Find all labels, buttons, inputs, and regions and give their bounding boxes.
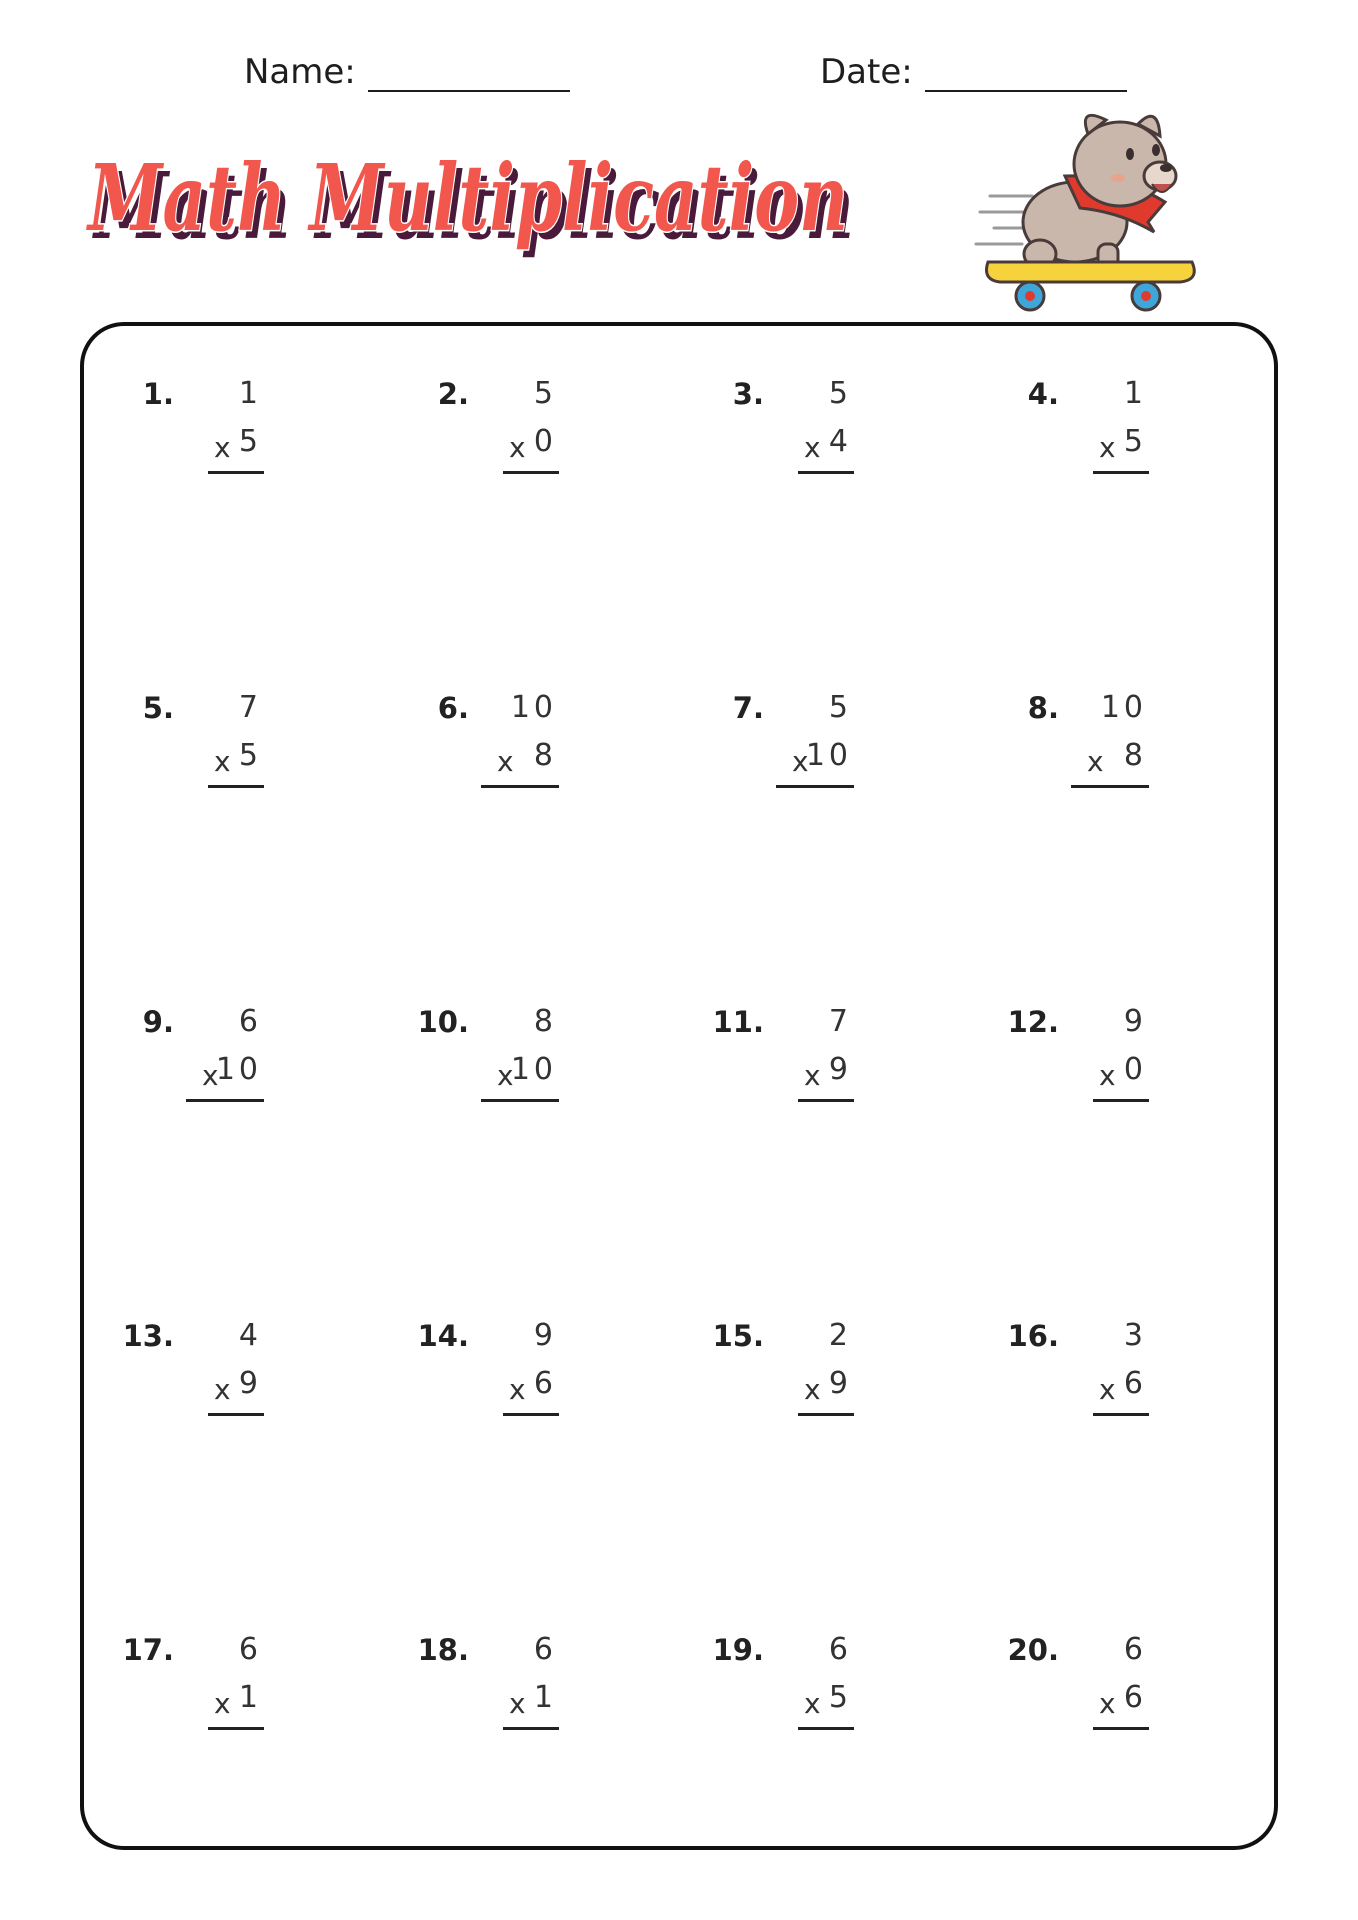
multiplier: 9 <box>238 1366 262 1401</box>
multiplier: 6 <box>533 1366 557 1401</box>
times-sign: x <box>497 745 514 778</box>
times-sign: x <box>509 431 526 464</box>
times-sign: x <box>804 1373 821 1406</box>
multiplier: 8 <box>1123 738 1147 773</box>
times-sign: x <box>214 431 231 464</box>
problem-19 <box>686 1630 866 1760</box>
problem-number: 20. <box>1007 1633 1059 1667</box>
problem-number: 18. <box>417 1633 469 1667</box>
date-blank-line[interactable] <box>925 56 1127 92</box>
multiplicand: 7 <box>238 690 262 725</box>
name-field[interactable] <box>244 52 570 92</box>
multiplier: 1 <box>238 1680 262 1715</box>
problem-number: 5. <box>142 691 174 725</box>
bulldog-on-skateboard-icon <box>970 104 1210 314</box>
date-label: Date: <box>820 52 913 92</box>
multiplicand: 10 <box>510 690 557 725</box>
problem-18 <box>391 1630 571 1760</box>
multiplicand: 6 <box>533 1632 557 1667</box>
answer-line <box>503 471 559 474</box>
answer-line <box>1093 1413 1149 1416</box>
date-field[interactable] <box>820 52 1127 92</box>
answer-line <box>503 1413 559 1416</box>
multiplicand: 6 <box>238 1632 262 1667</box>
times-sign: x <box>804 1687 821 1720</box>
problem-3 <box>686 374 866 504</box>
answer-line <box>208 785 264 788</box>
problem-number: 17. <box>122 1633 174 1667</box>
problem-4 <box>981 374 1161 504</box>
multiplier: 8 <box>533 738 557 773</box>
multiplier: 9 <box>828 1366 852 1401</box>
problem-1 <box>96 374 276 504</box>
multiplicand: 8 <box>533 1004 557 1039</box>
multiplicand: 4 <box>238 1318 262 1353</box>
times-sign: x <box>804 431 821 464</box>
problem-12 <box>981 1002 1161 1132</box>
answer-line <box>481 1099 559 1102</box>
problem-number: 4. <box>1027 377 1059 411</box>
problem-6 <box>391 688 571 818</box>
multiplicand: 6 <box>828 1632 852 1667</box>
multiplier: 10 <box>215 1052 262 1087</box>
problem-11 <box>686 1002 866 1132</box>
times-sign: x <box>1099 1373 1116 1406</box>
problem-number: 7. <box>732 691 764 725</box>
answer-line <box>481 785 559 788</box>
times-sign: x <box>509 1373 526 1406</box>
times-sign: x <box>792 745 809 778</box>
multiplier: 9 <box>828 1052 852 1087</box>
times-sign: x <box>202 1059 219 1092</box>
multiplicand: 5 <box>828 690 852 725</box>
times-sign: x <box>1087 745 1104 778</box>
multiplicand: 5 <box>533 376 557 411</box>
problem-14 <box>391 1316 571 1446</box>
worksheet-title <box>86 110 866 290</box>
problem-number: 12. <box>1007 1005 1059 1039</box>
answer-line <box>798 1099 854 1102</box>
times-sign: x <box>1099 1059 1116 1092</box>
problem-17 <box>96 1630 276 1760</box>
problem-number: 8. <box>1027 691 1059 725</box>
problem-5 <box>96 688 276 818</box>
answer-line <box>1093 1099 1149 1102</box>
title-shadow: Math Multiplication <box>91 152 854 260</box>
problem-number: 9. <box>142 1005 174 1039</box>
problem-2 <box>391 374 571 504</box>
multiplier: 6 <box>1123 1680 1147 1715</box>
answer-line <box>208 471 264 474</box>
problem-13 <box>96 1316 276 1446</box>
problem-number: 6. <box>437 691 469 725</box>
title-text: Math Multiplication <box>86 144 848 252</box>
multiplier: 10 <box>805 738 852 773</box>
multiplier: 6 <box>1123 1366 1147 1401</box>
times-sign: x <box>1099 431 1116 464</box>
times-sign: x <box>804 1059 821 1092</box>
problem-9 <box>96 1002 276 1132</box>
problem-7 <box>686 688 866 818</box>
answer-line <box>1071 785 1149 788</box>
answer-line <box>798 471 854 474</box>
problem-number: 13. <box>122 1319 174 1353</box>
problem-16 <box>981 1316 1161 1446</box>
times-sign: x <box>509 1687 526 1720</box>
multiplier: 1 <box>533 1680 557 1715</box>
multiplicand: 6 <box>1123 1632 1147 1667</box>
problem-number: 14. <box>417 1319 469 1353</box>
answer-line <box>776 785 854 788</box>
multiplicand: 1 <box>238 376 262 411</box>
multiplier: 5 <box>828 1680 852 1715</box>
problem-10 <box>391 1002 571 1132</box>
multiplicand: 1 <box>1123 376 1147 411</box>
name-label: Name: <box>244 52 356 92</box>
multiplier: 0 <box>533 424 557 459</box>
multiplier: 5 <box>1123 424 1147 459</box>
problem-number: 19. <box>712 1633 764 1667</box>
name-blank-line[interactable] <box>368 56 570 92</box>
problem-15 <box>686 1316 866 1446</box>
answer-line <box>186 1099 264 1102</box>
answer-line <box>1093 471 1149 474</box>
multiplicand: 3 <box>1123 1318 1147 1353</box>
times-sign: x <box>1099 1687 1116 1720</box>
problem-number: 1. <box>142 377 174 411</box>
problem-20 <box>981 1630 1161 1760</box>
multiplicand: 9 <box>1123 1004 1147 1039</box>
times-sign: x <box>214 1373 231 1406</box>
answer-line <box>1093 1727 1149 1730</box>
multiplicand: 9 <box>533 1318 557 1353</box>
problem-8 <box>981 688 1161 818</box>
answer-line <box>798 1727 854 1730</box>
answer-line <box>208 1413 264 1416</box>
times-sign: x <box>214 1687 231 1720</box>
multiplier: 4 <box>828 424 852 459</box>
multiplicand: 10 <box>1100 690 1147 725</box>
multiplicand: 7 <box>828 1004 852 1039</box>
problem-number: 3. <box>732 377 764 411</box>
multiplicand: 2 <box>828 1318 852 1353</box>
problem-number: 11. <box>712 1005 764 1039</box>
problem-number: 15. <box>712 1319 764 1353</box>
multiplier: 10 <box>510 1052 557 1087</box>
multiplier: 0 <box>1123 1052 1147 1087</box>
times-sign: x <box>497 1059 514 1092</box>
problem-number: 2. <box>437 377 469 411</box>
problem-number: 16. <box>1007 1319 1059 1353</box>
problem-number: 10. <box>417 1005 469 1039</box>
multiplier: 5 <box>238 424 262 459</box>
multiplier: 5 <box>238 738 262 773</box>
answer-line <box>798 1413 854 1416</box>
times-sign: x <box>214 745 231 778</box>
answer-line <box>208 1727 264 1730</box>
multiplicand: 5 <box>828 376 852 411</box>
answer-line <box>503 1727 559 1730</box>
multiplicand: 6 <box>238 1004 262 1039</box>
